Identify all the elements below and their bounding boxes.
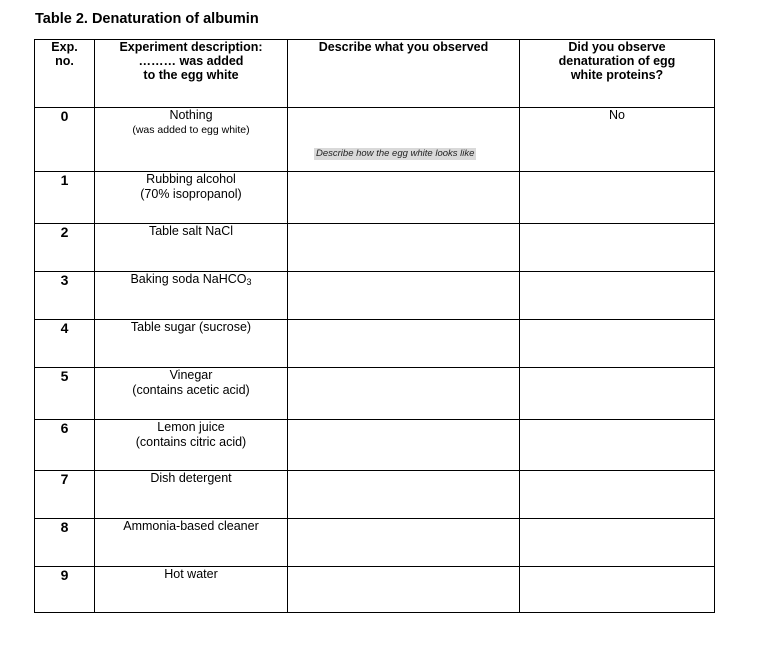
header-exp-no-line1: Exp.: [51, 40, 78, 54]
exp-number: 1: [35, 172, 95, 224]
observation-cell[interactable]: [288, 272, 520, 320]
experiment-description: [95, 172, 288, 224]
denaturation-cell[interactable]: [520, 272, 715, 320]
experiment-description: [95, 224, 288, 272]
header-description: [95, 40, 288, 108]
denaturation-cell[interactable]: [520, 420, 715, 471]
header-exp-no: [35, 40, 95, 108]
exp-number: 3: [35, 272, 95, 320]
denaturation-cell[interactable]: [520, 519, 715, 567]
observation-cell[interactable]: [288, 519, 520, 567]
experiment-description: [95, 420, 288, 471]
description-line1: Lemon juice: [157, 420, 225, 434]
description-subscript: 3: [246, 277, 252, 287]
denaturation-cell[interactable]: [520, 567, 715, 613]
header-exp-no-line2: no.: [55, 54, 74, 68]
table-row: [35, 471, 715, 519]
table-row: [35, 420, 715, 471]
description-line2: (was added to egg white): [132, 124, 250, 136]
exp-number: 6: [35, 420, 95, 471]
header-observed: [288, 40, 520, 108]
table-row: [35, 224, 715, 272]
table-row: [35, 108, 715, 172]
exp-number: 9: [35, 567, 95, 613]
table-caption: Table 2. Denaturation of albumin: [35, 11, 259, 27]
description-line2: (70% isopropanol): [140, 187, 242, 201]
exp-number: 5: [35, 368, 95, 420]
experiment-description: [95, 567, 288, 613]
header-denaturation-line2: denaturation of egg: [558, 54, 676, 68]
denaturation-cell[interactable]: [520, 368, 715, 420]
exp-number: 2: [35, 224, 95, 272]
description-line2: (contains citric acid): [135, 435, 247, 449]
header-denaturation: [520, 40, 715, 108]
exp-number: 4: [35, 320, 95, 368]
header-denaturation-line1: Did you observe: [568, 40, 666, 54]
experiment-description: [95, 320, 288, 368]
experiment-description: [95, 108, 288, 172]
observation-cell[interactable]: [288, 320, 520, 368]
denaturation-cell[interactable]: [520, 471, 715, 519]
observation-cell[interactable]: [288, 420, 520, 471]
table-row: [35, 320, 715, 368]
table-row: [35, 519, 715, 567]
description-line1: Ammonia-based cleaner: [123, 519, 259, 533]
description-line1: Hot water: [164, 567, 218, 581]
observation-cell[interactable]: [288, 108, 520, 172]
description-line1: Dish detergent: [150, 471, 232, 485]
experiment-description: [95, 519, 288, 567]
denaturation-cell[interactable]: [520, 172, 715, 224]
header-denaturation-line3: white proteins?: [570, 68, 664, 82]
experiment-description: [95, 368, 288, 420]
exp-number: 7: [35, 471, 95, 519]
header-observed-text: Describe what you observed: [318, 40, 489, 54]
exp-number: 8: [35, 519, 95, 567]
description-line1: Nothing: [169, 108, 213, 122]
description-line1: Table salt NaCl: [148, 224, 234, 238]
table-header-row: [35, 40, 715, 108]
observation-cell[interactable]: [288, 368, 520, 420]
denaturation-cell[interactable]: [520, 224, 715, 272]
table-row: [35, 567, 715, 613]
table-row: [35, 172, 715, 224]
header-description-line2: ……… was added: [138, 54, 244, 68]
description-line1: Vinegar: [169, 368, 213, 382]
albumin-denaturation-table: [34, 39, 715, 613]
description-line1: Rubbing alcohol: [146, 172, 236, 186]
exp-number: 0: [35, 108, 95, 172]
table-row: [35, 272, 715, 320]
experiment-description: [95, 272, 288, 320]
observation-cell[interactable]: [288, 471, 520, 519]
header-description-line1: Experiment description:: [119, 40, 263, 54]
description-line1: Baking soda NaHCO: [130, 272, 247, 286]
observation-cell[interactable]: [288, 172, 520, 224]
header-description-line3: to the egg white: [143, 68, 239, 82]
observation-cell[interactable]: [288, 224, 520, 272]
observation-hint: Describe how the egg white looks like: [316, 148, 475, 159]
denaturation-cell[interactable]: No: [520, 108, 715, 172]
description-line1: Table sugar (sucrose): [130, 320, 252, 334]
experiment-description: [95, 471, 288, 519]
observation-cell[interactable]: [288, 567, 520, 613]
denaturation-cell[interactable]: [520, 320, 715, 368]
description-line2: (contains acetic acid): [132, 383, 250, 397]
table-row: [35, 368, 715, 420]
